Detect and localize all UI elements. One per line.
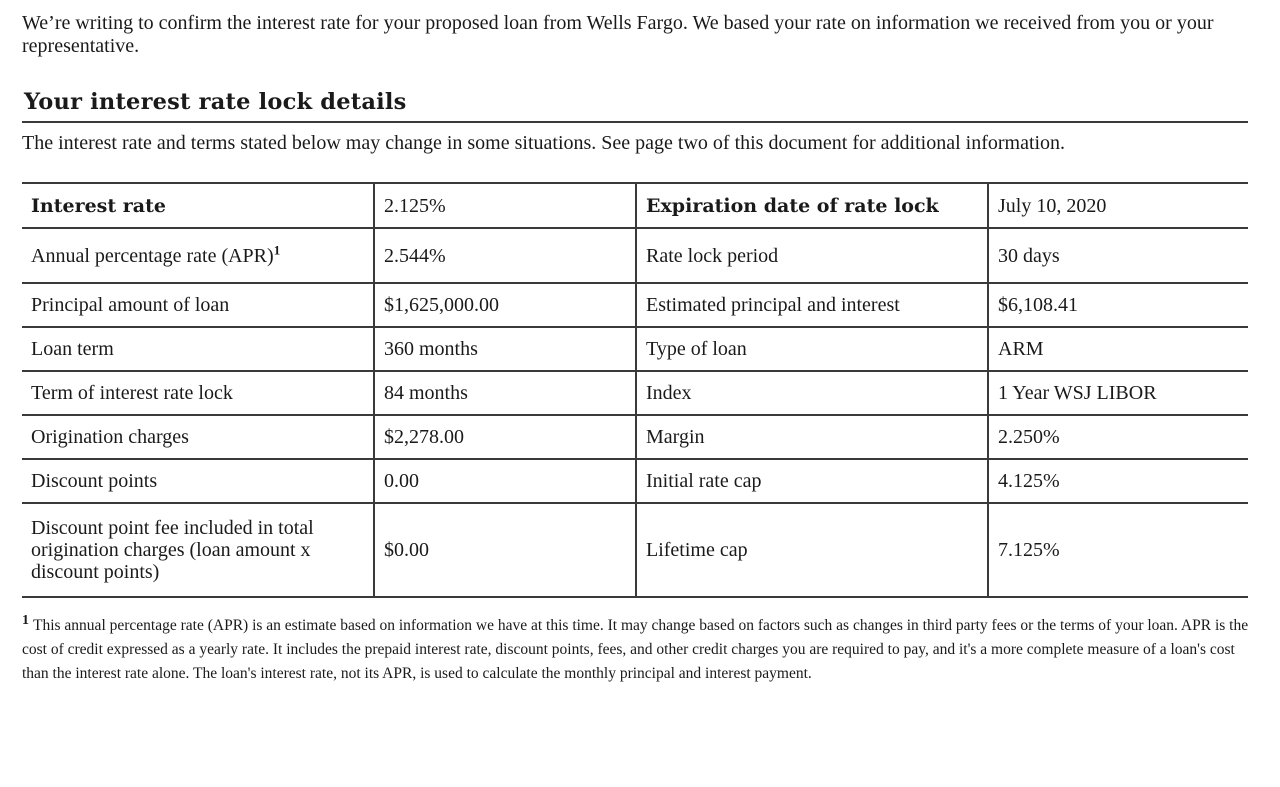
table-label: Expiration date of rate lock (636, 183, 988, 228)
table-label: Margin (636, 415, 988, 459)
table-value: July 10, 2020 (988, 183, 1248, 228)
table-value: 2.250% (988, 415, 1248, 459)
section-heading: Your interest rate lock details (24, 89, 407, 115)
table-label: Origination charges (22, 415, 374, 459)
table-label: Estimated principal and interest (636, 283, 988, 327)
table-value: $0.00 (374, 503, 636, 597)
table-label: Principal amount of loan (22, 283, 374, 327)
table-label: Lifetime cap (636, 503, 988, 597)
table-value: $6,108.41 (988, 283, 1248, 327)
footnote-reference: 1 (273, 241, 281, 257)
table-value: 4.125% (988, 459, 1248, 503)
table-row (22, 459, 1248, 503)
table-value: 360 months (374, 327, 636, 371)
table-value: 0.00 (374, 459, 636, 503)
table-label: Initial rate cap (636, 459, 988, 503)
intro-paragraph: We’re writing to confirm the interest rate for your proposed loan from Wells Fargo. We based your rate on information we received from you or your representative. (22, 12, 1214, 57)
table-row (22, 371, 1248, 415)
table-row (22, 228, 1248, 283)
table-value: ARM (988, 327, 1248, 371)
table-value: 30 days (988, 228, 1248, 283)
table-label: Index (636, 371, 988, 415)
table-value: $2,278.00 (374, 415, 636, 459)
table-value: 1 Year WSJ LIBOR (988, 371, 1248, 415)
table-label: Interest rate (22, 183, 374, 228)
heading-divider (22, 121, 1248, 123)
section-subintro: The interest rate and terms stated below may change in some situations. See page two of this document for additional information. (22, 132, 1066, 154)
table-label: Type of loan (636, 327, 988, 371)
table-value: 2.125% (374, 183, 636, 228)
footnote-text: This annual percentage rate (APR) is an estimate based on information we have at this time. It may change based on factors such as changes in third party fees or the terms of your loan. APR is the cost of credit expressed as a yearly rate. It includes the prepaid interest rate, discount points, fees, and other credit charges you are required to pay, and it's a more complete measure of a loan's cost than the interest rate alone. The loan's interest rate, not its APR, is used to calculate the monthly principal and interest payment. (22, 617, 1249, 682)
table-row (22, 503, 1248, 597)
apr-footnote (22, 614, 1250, 686)
table-label: Rate lock period (636, 228, 988, 283)
apr-label: Annual percentage rate (APR) (31, 244, 274, 267)
table-label: Loan term (22, 327, 374, 371)
table-row (22, 283, 1248, 327)
table-value: 84 months (374, 371, 636, 415)
table-row (22, 415, 1248, 459)
table-value: $1,625,000.00 (374, 283, 636, 327)
table-label: Discount points (22, 459, 374, 503)
table-label: Term of interest rate lock (22, 371, 374, 415)
table-value: 7.125% (988, 503, 1248, 597)
table-row (22, 183, 1248, 228)
table-label: Discount point fee included in total origination charges (loan amount x discount points) (22, 503, 374, 597)
footnote-mark: 1 (22, 612, 29, 628)
table-row (22, 327, 1248, 371)
table-label (22, 228, 374, 283)
rate-lock-details-table (22, 182, 1248, 598)
table-value: 2.544% (374, 228, 636, 283)
